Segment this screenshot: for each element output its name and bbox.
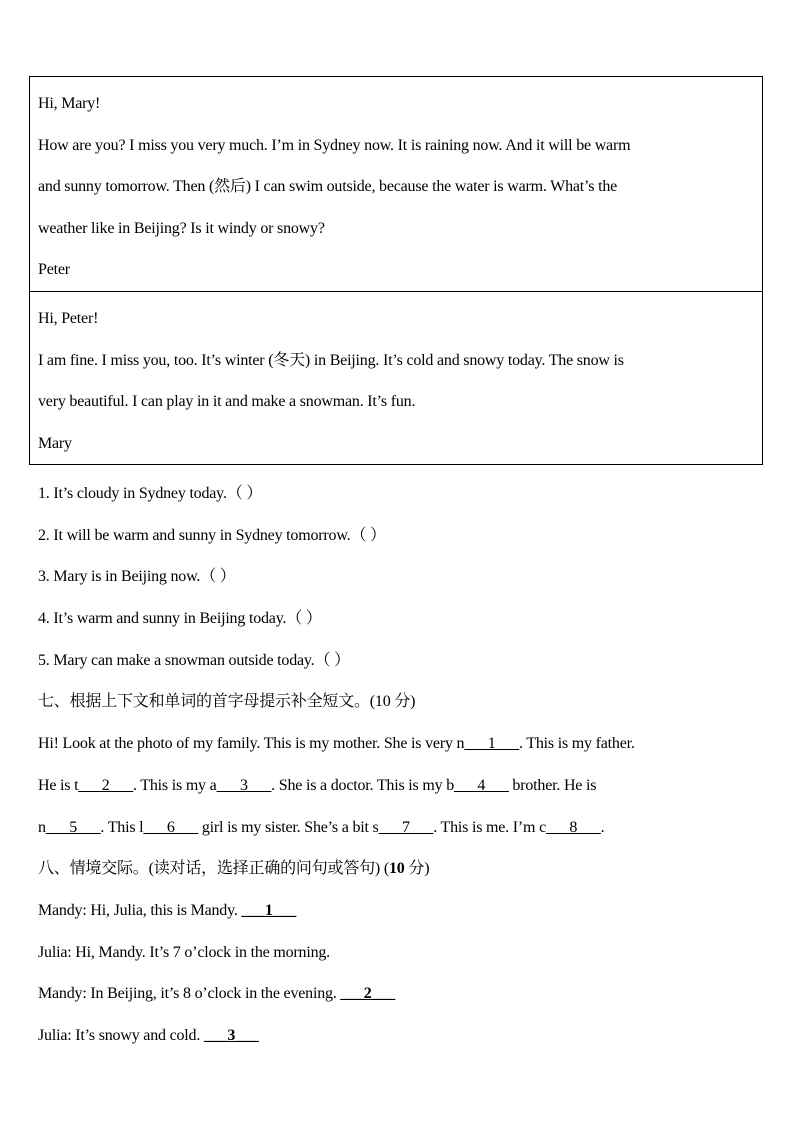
answer-paren[interactable]: （ ） xyxy=(350,526,386,544)
letter-line: I am fine. I miss you, too. It’s winter (冬天) in Beijing. It’s cold and snowy today. The snow is xyxy=(38,351,624,369)
letters-table xyxy=(29,76,763,465)
cloze-blank[interactable]: ___2___ xyxy=(78,776,133,794)
cloze-blank[interactable]: ___5___ xyxy=(45,818,101,836)
letter-signature: Mary xyxy=(38,434,72,452)
answer-paren[interactable]: （ ） xyxy=(200,568,236,586)
dialogue-blank[interactable]: ___2___ xyxy=(340,985,396,1003)
dialogue-line: Julia: It’s snowy and cold. ___3___ xyxy=(38,1026,259,1044)
dialogue-line: Julia: Hi, Mandy. It’s 7 o’clock in the morning. xyxy=(38,943,330,961)
dialogue-blank[interactable]: ___1___ xyxy=(241,901,297,919)
answer-paren[interactable]: （ ） xyxy=(286,610,322,628)
judgement-item: 3. Mary is in Beijing now.（ ） xyxy=(38,556,768,598)
section-eight-title: 八、情境交际。(读对话，选择正确的问句或答句) (10 分) xyxy=(38,860,430,878)
letter-signature: Peter xyxy=(38,261,70,279)
cloze-line: He is t___2___. This is my a___3___. She is a doctor. This is my b___4___ brother. He is xyxy=(38,776,597,794)
judgement-item: 1. It’s cloudy in Sydney today.（ ） xyxy=(38,473,768,515)
letter-line: How are you? I miss you very much. I’m in Sydney now. It is raining now. And it will be warm xyxy=(38,136,631,154)
cloze-blank[interactable]: ___4___ xyxy=(454,776,509,794)
letter-peter xyxy=(30,83,762,291)
exercise-content xyxy=(38,473,768,1057)
dialogue-line: Mandy: Hi, Julia, this is Mandy. ___1___ xyxy=(38,901,297,919)
letter-greeting: Hi, Mary! xyxy=(38,95,101,112)
cloze-blank[interactable]: ___6___ xyxy=(143,818,199,836)
cloze-line: n___5___. This l___6___ girl is my sister. She’s a bit s___7___. This is me. I’m c___8___. xyxy=(38,818,605,836)
dialogue-blank[interactable]: ___3___ xyxy=(203,1026,259,1044)
answer-paren[interactable]: （ ） xyxy=(314,651,350,669)
dialogue-line: Mandy: In Beijing, it’s 8 o’clock in the evening. ___2___ xyxy=(38,985,396,1003)
answer-paren[interactable]: （ ） xyxy=(226,485,263,502)
cloze-blank[interactable]: ___1___ xyxy=(464,735,519,753)
cloze-line: Hi! Look at the photo of my family. This is my mother. She is very n___1___. This is my father. xyxy=(38,735,635,753)
cloze-blank[interactable]: ___8___ xyxy=(545,818,601,836)
letter-mary xyxy=(30,291,762,464)
judgement-item: 2. It will be warm and sunny in Sydney tomorrow.（ ） xyxy=(38,515,768,557)
section-seven-title: 七、根据上下文和单词的首字母提示补全短文。(10 分) xyxy=(38,693,416,711)
judgement-item: 4. It’s warm and sunny in Beijing today.（ ） xyxy=(38,598,768,640)
letter-greeting: Hi, Peter! xyxy=(38,309,99,327)
cloze-blank[interactable]: ___7___ xyxy=(378,818,434,836)
letter-line: weather like in Beijing? Is it windy or snowy? xyxy=(38,219,325,237)
letter-line: and sunny tomorrow. Then (然后) I can swim outside, because the water is warm. What’s the xyxy=(38,178,618,196)
cloze-blank[interactable]: ___3___ xyxy=(216,776,272,794)
judgement-item: 5. Mary can make a snowman outside today.（ ） xyxy=(38,640,768,682)
letter-line: very beautiful. I can play in it and make a snowman. It’s fun. xyxy=(38,393,416,411)
